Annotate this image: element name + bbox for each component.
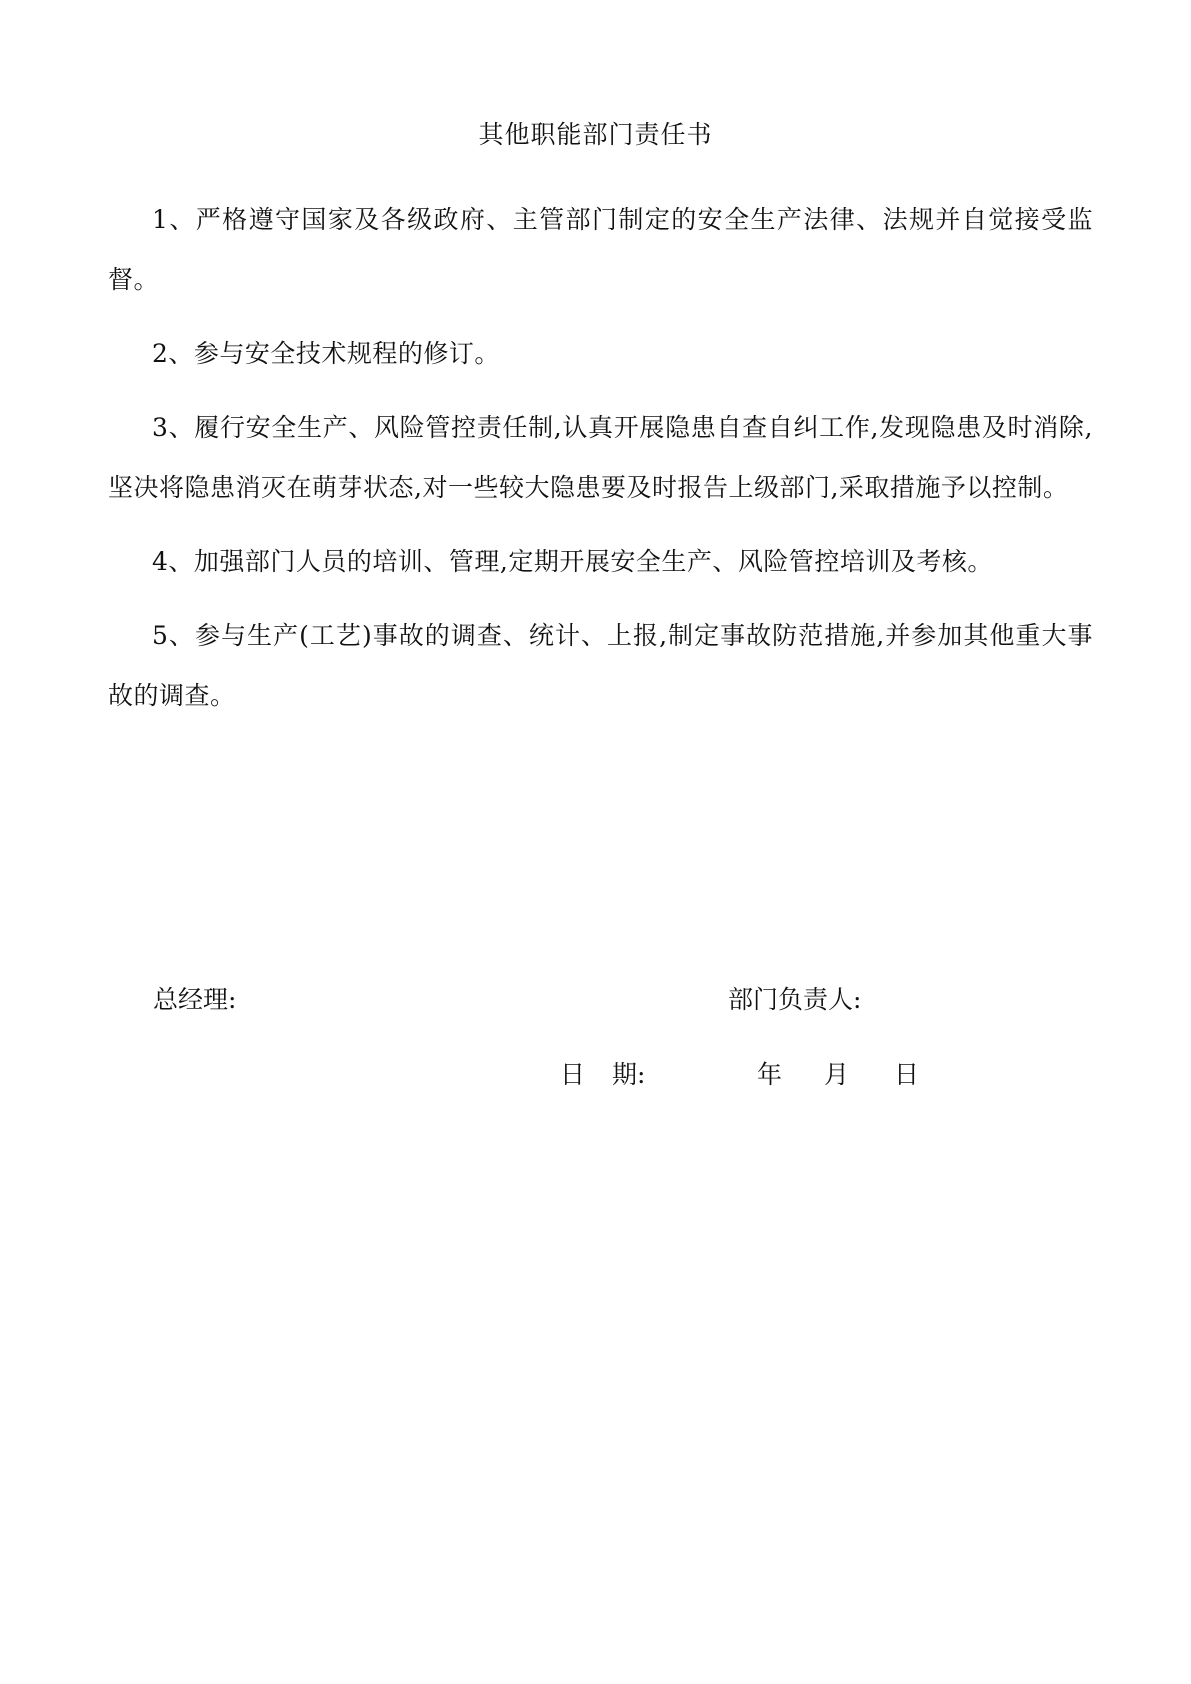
- date-label-day-char: 日: [560, 1060, 586, 1089]
- date-label-period-char: 期:: [612, 1060, 646, 1089]
- clause-1: 1、严格遵守国家及各级政府、主管部门制定的安全生产法律、法规并自觉接受监督。: [108, 205, 1093, 294]
- document-title: 其他职能部门责任书: [478, 120, 713, 149]
- clause-2: 2、参与安全技术规程的修订。: [152, 339, 500, 368]
- date-year-label: 年: [757, 1060, 783, 1089]
- clause-3: 3、履行安全生产、风险管控责任制,认真开展隐患自查自纠工作,发现隐患及时消除,坚决将隐患消灭在萌芽状态,对一些较大隐患要及时报告上级部门,采取措施予以控制。: [108, 413, 1093, 502]
- clause-5: 5、参与生产(工艺)事故的调查、统计、上报,制定事故防范措施,并参加其他重大事故的调查。: [108, 621, 1093, 710]
- date-day-label: 日: [894, 1060, 920, 1089]
- document-body: [108, 190, 1093, 740]
- date-month-label: 月: [824, 1060, 850, 1089]
- general-manager-signature-label: 总经理:: [153, 985, 237, 1014]
- clause-4: 4、加强部门人员的培训、管理,定期开展安全生产、风险管控培训及考核。: [152, 547, 993, 576]
- department-head-signature-label: 部门负责人:: [728, 985, 862, 1014]
